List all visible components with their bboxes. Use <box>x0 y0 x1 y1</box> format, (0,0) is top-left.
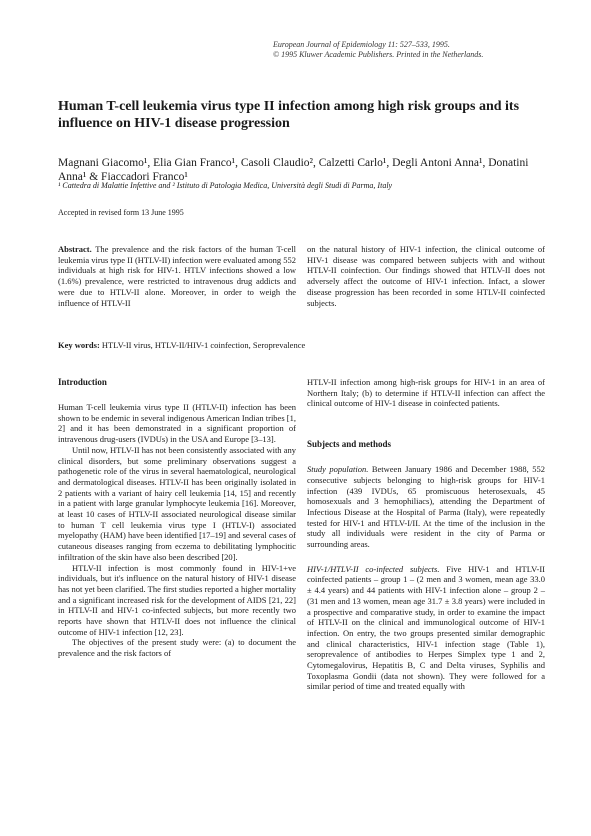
coinfected-subjects-label: HIV-1/HTLV-II co-infected subjects. <box>307 563 440 574</box>
intro-paragraph-5: HTLV-II infection among high-risk groups for HIV-1 in an area of Northern Italy; (b) to determine if HTLV-II infection can affect the clinical outcome of HIV-1 disease in coinfected patients. <box>307 377 545 409</box>
keywords-label: Key words: <box>58 340 100 350</box>
article-title: Human T-cell leukemia virus type II infection among high risk groups and its influence on HIV-1 disease progression <box>58 99 520 131</box>
keywords-text: HTLV-II virus, HTLV-II/HIV-1 coinfection, Seroprevalence <box>101 340 306 350</box>
abstract-left-column <box>58 244 296 308</box>
journal-citation: European Journal of Epidemiology 11: 527–533, 1995. <box>273 40 450 49</box>
affiliation: ¹ Cattedra di Malattie Infettive and ² Istituto di Patologia Medica, Università degli Studi di Parma, Italy <box>58 181 393 190</box>
methods-paragraph-2: Five HIV-1 and HTLV-II coinfected patients – group 1 – (2 men and 3 women, mean age 33.0 ± 4.4 years) and 44 patients with HIV-1 infection alone – group 2 – (31 men and 13 women, mean age 31.7 ± 3.8 years) were included in a prospective and comparative study, in order to examine the impact of HTLV-II on the clinical and immunological outcome of HIV-1 infection. On entry, the two groups presented similar demographic and clinical characteristics, HIV-1 infection stage (Table 1), seroprevalence of antibodies to Herpes Simplex type 1 and 2, Cytomegalovirus, Hepatitis B, C and Delta viruses, Syphilis and Toxoplasma Gondii (data not shown). They were followed for a similar period of time and treated equally with <box>307 563 546 692</box>
accepted-date: Accepted in revised form 13 June 1995 <box>58 208 184 217</box>
abstract-text-right: on the natural history of HIV-1 infection, the clinical outcome of HIV-1 disease was compared between subjects with and without HTLV-II coinfection. Our findings showed that HTLV-II does not adversely affect the outcome of HIV-1 infection. Infact, a slower disease progression has been recorded in some HTLV-II coinfected subjects. <box>307 244 545 308</box>
intro-paragraph-4: The objectives of the present study were: (a) to document the prevalence and the risk factors of <box>58 637 296 659</box>
body-left-column <box>58 377 296 659</box>
abstract-label: Abstract. <box>58 244 92 254</box>
study-population-label: Study population. <box>307 464 369 475</box>
journal-header <box>273 40 533 60</box>
abstract-text-left: The prevalence and the risk factors of the human T-cell leukemia virus type II (HTLV-II) infection were evaluated among 552 individuals at high risk for HIV-1. HTLV infections showed a low (1.6%) prevalence, were restricted to intravenous drug addicts and were due to HTLV-II alone. Moreover, in order to weigh the influence of HTLV-II <box>58 244 296 308</box>
methods-paragraph-1: Between January 1986 and December 1988, 552 consecutive subjects belonging to high-risk groups for HIV-1 infection (439 IVDUs, 65 promiscuous heterosexuals, 45 homosexuals and 3 hemophiliacs), attending the Department of Infectious Disease at the Hospital of Parma (Italy), were repeatedly tested for HIV-1 and HTLV-I/II. At the time of the inclusion in the study all individuals were resident in the city of Parma or surrounding areas. <box>307 464 546 550</box>
intro-paragraph-2: Until now, HTLV-II has not been consistently associated with any clinical disorders, but some preliminary observations suggest a pathogenetic role of the virus in several haematological, neurological and dermatological diseases. HTLV-II has been originally isolated in 2 patients with a variant of hairy cell leukemia [14, 15] and recently in a patient with large granular lymphocyte leukemia [16]. Moreover, at least 10 cases of HTLV-II associated neurological disease similar to human T cell leukemia virus type I (HTLV-I) associated myelopathy (HAM) have been identified [17–19] and several cases of cutaneous diseases ranging from eczema to debilitating lymphocitic infiltration of the skin have also been described [20]. <box>58 444 296 562</box>
body-right-column <box>307 377 545 692</box>
copyright-line: © 1995 Kluwer Academic Publishers. Printed in the Netherlands. <box>273 50 484 59</box>
methods-heading: Subjects and methods <box>307 439 392 450</box>
intro-paragraph-3: HTLV-II infection is most commonly found in HIV-1+ve individuals, but it's influence on the natural history of HIV-1 disease has not yet been clarified. The first studies reported a higher mortality and a significant increased risk for the development of AIDS [21, 22] in HTLV-II and HIV-1 co-infected subjects, but more recently two reports have shown that HTLV-II does not influence the clinical outcome of HIV-1 infection [12, 23]. <box>58 562 296 637</box>
abstract-right-column <box>307 244 545 308</box>
keywords <box>58 340 538 351</box>
intro-paragraph-1: Human T-cell leukemia virus type II (HTLV-II) infection has been shown to be endemic in several indigenous American Indian tribes [1, 2] and it has been demonstrated in a significant proportion of intravenous drug-users (IVDUs) in the USA and Europe [3–13]. <box>58 402 296 445</box>
author-list: Magnani Giacomo¹, Elia Gian Franco¹, Casoli Claudio², Calzetti Carlo¹, Degli Antoni Anna¹, Donatini Anna¹ & Fiaccadori Franco¹ <box>58 157 529 183</box>
introduction-heading: Introduction <box>58 377 107 387</box>
